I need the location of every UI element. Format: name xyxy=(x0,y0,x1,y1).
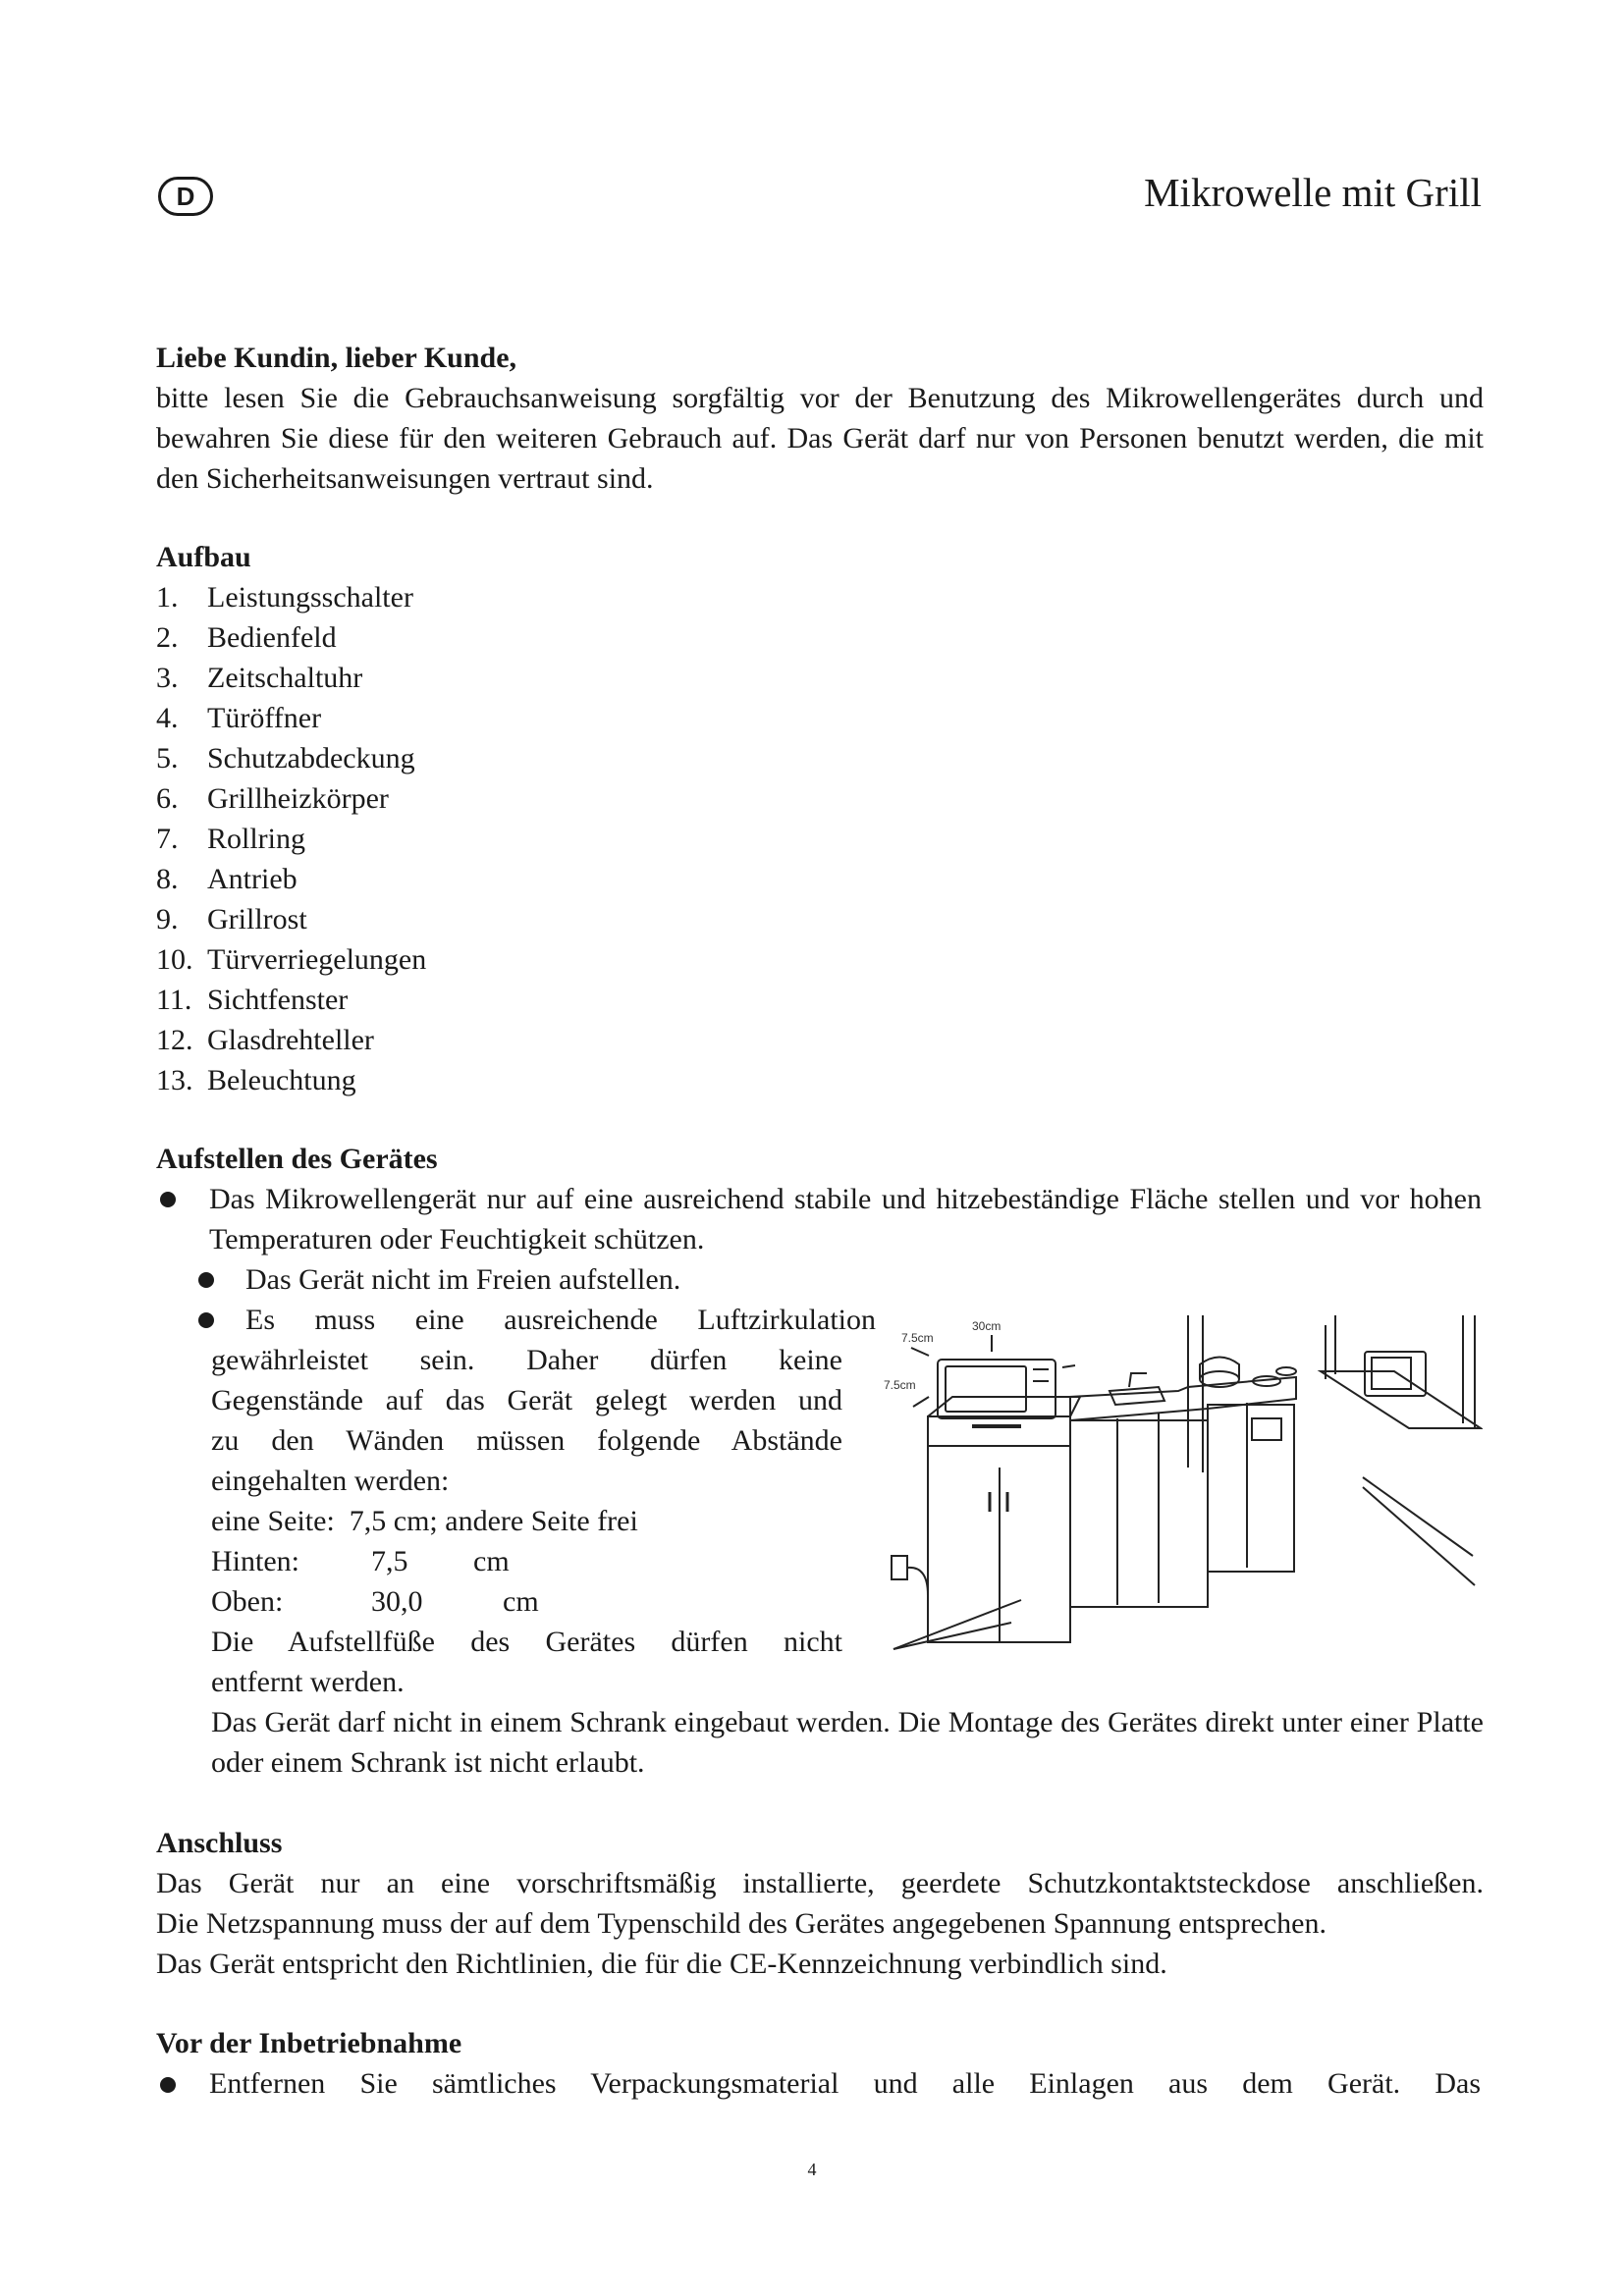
page-number: 4 xyxy=(807,2160,817,2179)
bullet-icon xyxy=(198,1312,214,1328)
list-item xyxy=(156,658,426,698)
list-item xyxy=(156,738,426,778)
list-item-number: 12. xyxy=(156,1024,193,1056)
inbetriebnahme-heading: Vor der Inbetriebnahme xyxy=(156,2027,462,2059)
spacing-back-label: Hinten: xyxy=(211,1545,299,1577)
illustration-label-side-2: 7.5cm xyxy=(884,1378,916,1392)
aufbau-parts-list xyxy=(156,577,426,1100)
list-item-label: Leistungsschalter xyxy=(207,581,413,614)
spacing-back-value: 7,5 xyxy=(371,1545,408,1577)
cabinet-paragraph: Das Gerät darf nicht in einem Schrank eingebaut werden. Die Montage des Gerätes direkt unter einer Platte oder einem Schrank ist nicht erlaubt. xyxy=(211,1706,1484,1779)
document-title: Mikrowelle mit Grill xyxy=(1144,170,1482,215)
aufstellen-airflow-line-1: Es muss eine ausreichende Luftzirkulation xyxy=(245,1304,876,1336)
list-item xyxy=(156,778,426,819)
list-item xyxy=(156,1020,426,1060)
list-item-label: Zeitschaltuhr xyxy=(207,662,363,694)
list-item-label: Rollring xyxy=(207,823,306,855)
list-item-number: 3. xyxy=(156,662,179,694)
list-item-label: Grillheizkörper xyxy=(207,782,389,815)
list-item xyxy=(156,859,426,899)
list-item-label: Antrieb xyxy=(207,863,298,895)
spacing-top-unit: cm xyxy=(503,1585,539,1618)
list-item-label: Glasdrehteller xyxy=(207,1024,374,1056)
anschluss-line-2: Die Netzspannung muss der auf dem Typenschild des Gerätes angegebenen Spannung entsprechen. xyxy=(156,1907,1326,1940)
list-item xyxy=(156,899,426,939)
list-item xyxy=(156,819,426,859)
aufbau-heading: Aufbau xyxy=(156,541,251,573)
list-item xyxy=(156,698,426,738)
list-item-number: 6. xyxy=(156,782,179,815)
anschluss-heading: Anschluss xyxy=(156,1827,283,1859)
bullet-icon xyxy=(160,2077,176,2093)
greeting-paragraph: bitte lesen Sie die Gebrauchsanweisung sorgfältig vor der Benutzung des Mikrowellengerätes durch und bewahren Sie diese für den weiteren Gebrauch auf. Das Gerät darf nur von Personen benutzt werden, die mit den Sicherheitsanweisungen vertraut sind. xyxy=(156,382,1484,495)
list-item-number: 5. xyxy=(156,742,179,774)
list-item-number: 10. xyxy=(156,943,193,976)
list-item xyxy=(156,939,426,980)
list-item-number: 11. xyxy=(156,984,192,1016)
feet-line-2: entfernt werden. xyxy=(211,1666,405,1698)
aufstellen-airflow-line-5: eingehalten werden: xyxy=(211,1465,450,1497)
spacing-side: eine Seite: 7,5 cm; andere Seite frei xyxy=(211,1505,638,1537)
anschluss-line-3: Das Gerät entspricht den Richtlinien, die für die CE-Kennzeichnung verbindlich sind. xyxy=(156,1948,1167,1980)
list-item-label: Schutzabdeckung xyxy=(207,742,415,774)
spacing-back-unit: cm xyxy=(473,1545,510,1577)
list-item-number: 2. xyxy=(156,621,179,654)
language-badge: D xyxy=(158,177,213,216)
bullet-icon xyxy=(198,1272,214,1288)
illustration-label-top: 30cm xyxy=(972,1319,1001,1333)
list-item-number: 9. xyxy=(156,903,179,935)
bullet-icon xyxy=(160,1192,176,1207)
list-item-label: Bedienfeld xyxy=(207,621,337,654)
list-item-number: 7. xyxy=(156,823,179,855)
list-item-number: 8. xyxy=(156,863,179,895)
spacing-top-label: Oben: xyxy=(211,1585,284,1618)
list-item-label: Beleuchtung xyxy=(207,1064,356,1096)
list-item-number: 4. xyxy=(156,702,179,734)
aufstellen-airflow-line-2: gewährleistet sein. Daher dürfen keine xyxy=(211,1344,842,1376)
feet-line-1: Die Aufstellfüße des Gerätes dürfen nicht xyxy=(211,1626,842,1658)
list-item-label: Sichtfenster xyxy=(207,984,349,1016)
aufstellen-heading: Aufstellen des Gerätes xyxy=(156,1143,438,1175)
list-item-label: Türverriegelungen xyxy=(207,943,427,976)
aufstellen-airflow-line-3: Gegenstände auf das Gerät gelegt werden und xyxy=(211,1384,842,1416)
list-item xyxy=(156,577,426,617)
greeting-heading: Liebe Kundin, lieber Kunde, xyxy=(156,342,517,374)
list-item-label: Grillrost xyxy=(207,903,307,935)
aufstellen-bullet-outdoor: Das Gerät nicht im Freien aufstellen. xyxy=(245,1263,681,1296)
inbetriebnahme-bullet-1: Entfernen Sie sämtliches Verpackungsmaterial und alle Einlagen aus dem Gerät. Das xyxy=(209,2067,1481,2100)
spacing-top-value: 30,0 xyxy=(371,1585,423,1618)
list-item-label: Türöffner xyxy=(207,702,322,734)
list-item-number: 13. xyxy=(156,1064,193,1096)
illustration-label-side-1: 7.5cm xyxy=(901,1331,934,1345)
list-item xyxy=(156,1060,426,1100)
list-item xyxy=(156,980,426,1020)
aufstellen-airflow-line-4: zu den Wänden müssen folgende Abstände xyxy=(211,1424,842,1457)
aufstellen-bullet-surface: Das Mikrowellengerät nur auf eine ausreichend stabile und hitzebeständige Fläche stellen und vor hohen Temperaturen oder Feuchtigkeit schützen. xyxy=(209,1183,1482,1255)
anschluss-line-1: Das Gerät nur an eine vorschriftsmäßig installierte, geerdete Schutzkontaktsteckdose anschließen. xyxy=(156,1867,1484,1899)
list-item-number: 1. xyxy=(156,581,179,614)
list-item xyxy=(156,617,426,658)
kitchen-placement-illustration xyxy=(874,1310,1483,1674)
